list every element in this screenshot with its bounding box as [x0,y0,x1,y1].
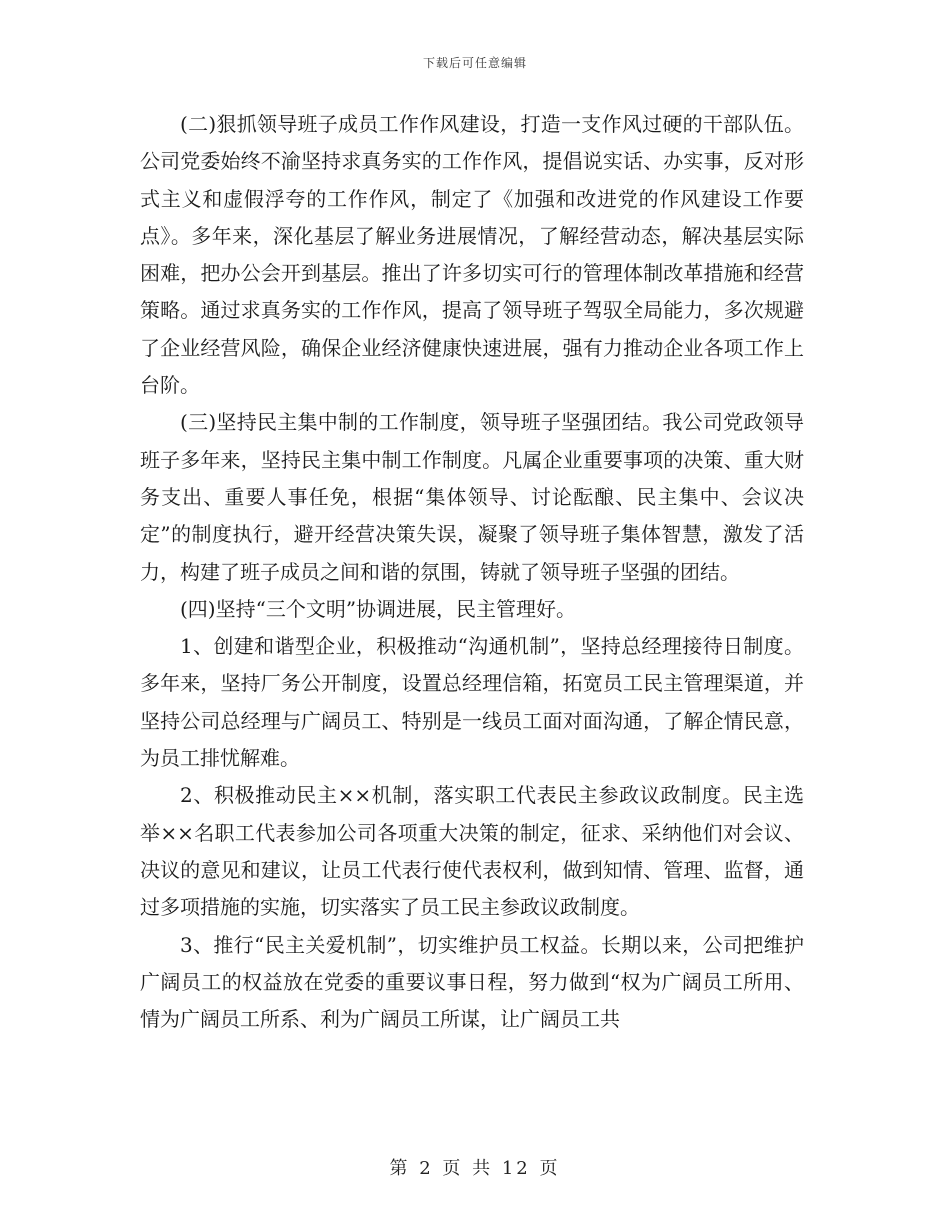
paragraph-democratic-participation: 2、积极推动民主××机制，落实职工代表民主参政议政制度。民主选举××名职工代表参加公司各项重大决策的制定，征求、采纳他们对会议、决议的意见和建议，让员工代表行使代表权利，做到知情、管理、监督，通过多项措施的实施，切实落实了员工民主参政议政制度。 [140,783,804,920]
paragraph-democratic-centralism: (三)坚持民主集中制的工作制度，领导班子坚强团结。我公司党政领导班子多年来，坚持民主集中制工作制度。凡属企业重要事项的决策、重大财务支出、重要人事任免，根据“集体领导、讨论酝酿、民主集中、会议决定”的制度执行，避开经营决策失误，凝聚了领导班子集体智慧，激发了活力，构建了班子成员之间和谐的氛围，铸就了领导班子坚强的团结。 [140,410,804,584]
paragraph-three-civilizations: (四)坚持“三个文明”协调进展，民主管理好。 [180,596,577,621]
paragraph-communication-mechanism: 1、创建和谐型企业，积极推动“沟通机制”，坚持总经理接待日制度。多年来，坚持厂务公开制度，设置总经理信箱，拓宽员工民主管理渠道，并坚持公司总经理与广阔员工、特别是一线员工面对面沟通，了解企情民意，为员工排忧解难。 [140,634,804,771]
page-header: 下载后可任意编辑 [422,56,527,70]
page-number-footer: 第 2 页 共 12 页 [389,1158,561,1179]
paragraph-work-style: (二)狠抓领导班子成员工作作风建设，打造一支作风过硬的干部队伍。公司党委始终不渝坚持求真务实的工作作风，提倡说实话、办实事，反对形式主义和虚假浮夸的工作作风，制定了《加强和改进党的作风建设工作要点》。多年来，深化基层了解业务进展情况，了解经营动态，解决基层实际困难，把办公会开到基层。推出了许多切实可行的管理体制改革措施和经营策略。通过求真务实的工作作风，提高了领导班子驾驭全局能力，多次规避了企业经营风险，确保企业经济健康快速进展，强有力推动企业各项工作上台阶。 [140,112,804,398]
document-body [140,106,804,1038]
paragraph-care-mechanism: 3、推行“民主关爱机制”，切实维护员工权益。长期以来，公司把维护广阔员工的权益放在党委的重要议事日程，努力做到“权为广阔员工所用、情为广阔员工所系、利为广阔员工所谋，让广阔员工共 [140,932,804,1032]
